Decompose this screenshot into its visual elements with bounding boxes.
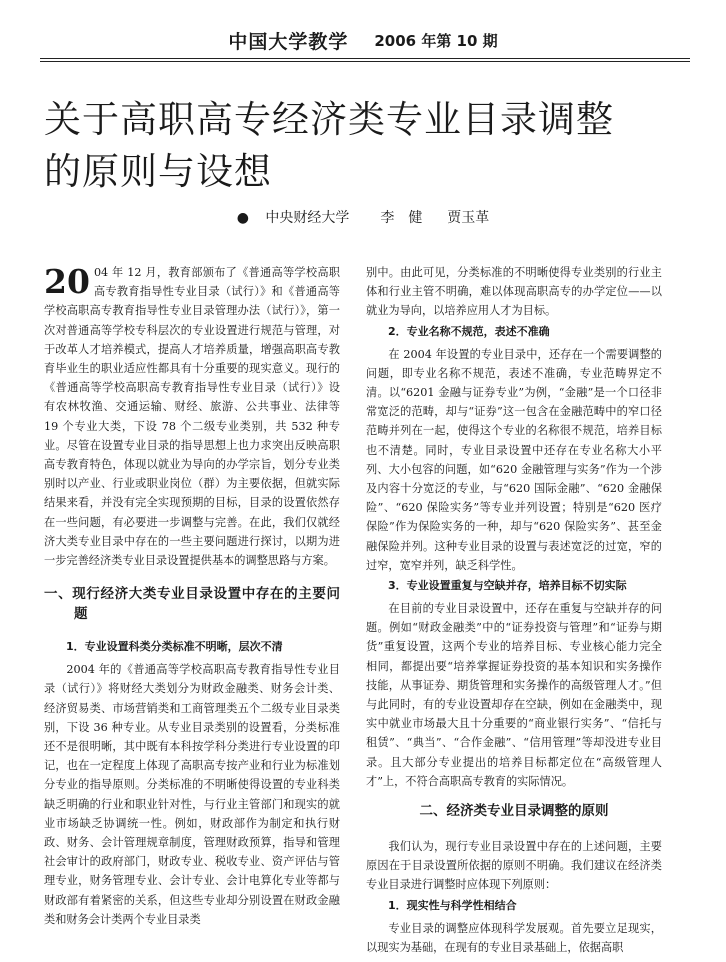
title-line-2: 的原则与设想: [44, 150, 272, 193]
body-paragraph: 别中。由此可见，分类标准的不明晰使得专业类别的行业主体和行业主管不明确，难以体现高职高专的办学定位——以就业为导向，以培养应用人才为目标。: [366, 266, 662, 318]
title-line-1: 关于高职高专经济类专业目录调整: [44, 98, 614, 141]
header-rule: [40, 58, 690, 59]
journal-header: [0, 22, 726, 58]
subsection-heading-4: 1．现实性与科学性相结合: [388, 898, 517, 912]
left-column: [44, 263, 340, 929]
bullet-icon: ●: [236, 210, 249, 226]
body-paragraph: 在 2004 年设置的专业目录中，还存在一个需要调整的问题，即专业名称不规范，表述不准确，专业范畴界定不清。以“6201 金融与证券专业”为例，“金融”是一个口径非常宽泛的范畴，却与“证券”这一包含在金融范畴中的窄口径范畴并列在一起，使得这个专业的名称很不规范，培养目标也不清楚。同时，专业目录设置中还存在专业名称大小平列、大小包容的问题，如“620 金融管理与实务”作为一个涉及内容十分宽泛的专业，与“620 国际金融”、“620 金融保险”、“620 保险实务”等专业并列设置；特别是“620 医疗保险”作为保险实务的一种，却与“620 保险实务”、甚至金融保险并列。这种专业目录的设置与表述宽泛的过宽，窄的过窄，宽窄并列，缺乏科学性。: [366, 347, 662, 572]
affiliation: 中央财经大学: [265, 210, 350, 226]
author-name: 李 健: [380, 210, 423, 226]
author-name: 贾玉革: [447, 210, 490, 226]
header-rule-thin: [40, 61, 690, 62]
drop-cap: 20: [44, 262, 90, 301]
intro-paragraph: 20 04 年 12 月，教育部颁布了《普通高等学校高职高专教育指导性专业目录（试行）》和《普通高等学校高职高专教育指导性专业目录管理办法（试行）》，第一次对普通高等学校专科层次的专业设置进行规范与管理，对于改革人才培养模式，提高人才培养质量，增强高职高专教育毕业生的职业适应性都具有十分重要的现实意义。现行的《普通高等学校高职高专教育指导性专业目录（试行）》设有农林牧渔、交通运输、财经、旅游、公共事业、法律等 19 个专业大类，下设 78 个二级专业类别，共 532 种专业。尽管在设置专业目录的指导思想上也力求突出反映高职高专教育特色，体现以就业为导向的办学宗旨，划分专业类别时以产业、行业或职业岗位（群）为主要依据，但就实际结果来看，并没有完全实现预期的目标，目录的设置依然存在一些问题，有必要进一步调整与完善。在此，我们仅就经济大类专业目录中存在的一些主要问题进行探讨，以期为进一步完善经济类专业目录设置提供基本的调整思路与方案。: [44, 262, 340, 568]
section-heading-2: 二、经济类专业目录调整的原则: [419, 803, 609, 820]
body-paragraph: 在目前的专业目录设置中，还存在重复与空缺并存的问题。例如“财政金融类”中的“证券投资与管理”和“证券与期货”重复设置，这两个专业的培养目标、专业核心能力完全相同，都提出要“培养掌握证券投资的基本知识和实务操作技能，从事证券、期货管理和实务操作的高级管理人才。”但与此同时，有的专业设置却存在空缺，例如在金融类中，现实中就业市场最大且十分重要的“商业银行实务”、“信托与租赁”、“典当”、“合作金融”、“信用管理”等却没进专业目录。且大部分专业提出的培养目标都定位在“高级管理人才”上，不符合高职高专教育的实际情况。: [366, 602, 662, 788]
body-paragraph: 专业目录的调整应体现科学发展观。首先要立足现实，以现实为基础，在现有的专业目录基础上，依据高职: [366, 921, 662, 954]
body-paragraph: 2004 年的《普通高等学校高职高专教育指导性专业目录（试行）》将财经大类划分为财政金融类、财务会计类、经济贸易类、市场营销类和工商管理类五个二级专业目录类别，下设 36 种专业。从专业目录类别的设置看，分类标准还不是很明晰，其中既有本科按学科分类进行专业设置的印记，也在一定程度上体现了高职高专按产业和行业为标准划分专业的指导原则。分类标准的不明晰使得设置的专业科类缺乏明确的行业和职业针对性，与行业主管部门和现实的就业市场缺乏协调统一性。例如，财政部作为制定和执行财政、财务、会计管理规章制度，管理财政预算，指导和管理社会审计的政府部门，财政专业、税收专业、资产评估与管理专业，财务管理专业、会计专业、会计电算化专业等都与财政部有着紧密的关系，但这些专业却分别设置在财政金融类和财务会计类两个专业目录类: [44, 663, 340, 926]
body-paragraph: 我们认为，现行专业目录设置中存在的上述问题，主要原因在于目录设置所依据的原则不明确。我们建议在经济类专业目录进行调整时应体现下列原则：: [366, 840, 662, 892]
issue-number: 2006 年第 10 期: [374, 31, 498, 50]
article-title: [44, 94, 694, 198]
subsection-heading-1: 1．专业设置科类分类标准不明晰，层次不清: [66, 640, 283, 654]
section-heading-1: 一、现行经济大类专业目录设置中存在的主要问题: [44, 586, 340, 623]
subsection-heading-3: 3．专业设置重复与空缺并存，培养目标不切实际: [388, 579, 627, 593]
subsection-heading-2: 2．专业名称不规范，表述不准确: [388, 324, 550, 338]
right-column: [366, 263, 662, 957]
author-line: [0, 207, 726, 227]
journal-name: 中国大学教学: [228, 30, 349, 53]
